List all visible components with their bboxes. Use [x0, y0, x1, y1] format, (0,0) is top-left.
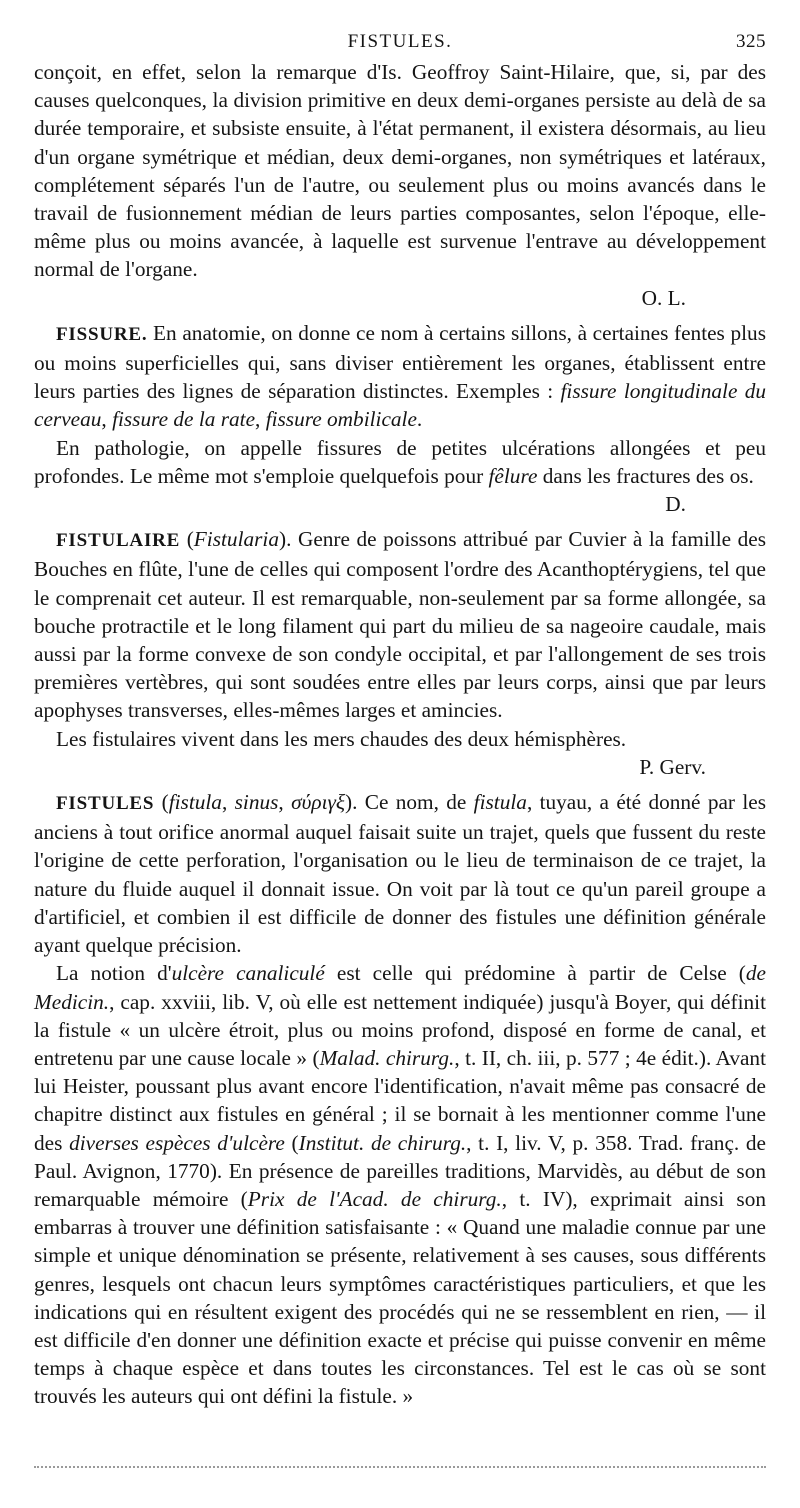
fissure-paragraph-2 — [34, 434, 766, 490]
fistules-paren-close: ). — [345, 790, 358, 815]
fissure-sep-1: , — [101, 407, 113, 432]
page-number: 325 — [736, 31, 766, 52]
fissure-text-1: En anatomie, on donne ce nom à certains sillons, à certaines fentes plus ou moins superficielles qui, sans diviser entièrement les organes, établissent entre leurs parties des lignes de séparation distinctes. Exemples : — [34, 320, 766, 404]
signature-ol: O. L. — [641, 285, 686, 310]
fistulaire-latin-name: Fistularia — [193, 527, 279, 552]
fistules-text-2d: , t. II, ch. iii, p. 577 ; 4e édit.). Avant lui Heister, poussant plus avant encore l'identification, n'avait même pas consacré de chapitre distinct aux fistules en général ; il se bornait à les mentionner comme l'une des — [34, 1045, 766, 1155]
continuation-paragraph — [34, 58, 766, 284]
fissure-sep-2: , — [255, 407, 266, 432]
entry-fissure — [34, 319, 766, 518]
fistulaire-paren-close: ). — [279, 527, 292, 552]
fistules-term-greek: σύριγξ — [291, 790, 346, 815]
fistules-term-fistula-2: fistula — [473, 790, 527, 815]
fissure-term-felure: fêlure — [488, 463, 538, 488]
fistules-text-2c: , cap. xxviii, lib. V, où elle est nettement indiquée) jusqu'à Boyer, qui définit la fistule « un ulcère étroit, plus ou moins profond, disposé en forme de canal, et entretenu par une cause locale » ( — [34, 989, 766, 1070]
entry-fistulaire — [34, 525, 766, 781]
fistules-text-2a: La notion d' — [56, 961, 172, 986]
fistules-sep-2: , — [278, 790, 292, 815]
fissure-example-3: fissure ombilicale — [265, 407, 417, 432]
fistules-term-especes: diverses espèces d'ulcère — [69, 1130, 285, 1155]
fistules-text-2b: est celle qui prédomine à partir de Celse ( — [324, 961, 746, 986]
fistules-sep-1: , — [221, 790, 235, 815]
fistules-text-2e: ( — [284, 1130, 299, 1155]
fistules-text-2f: , t. I, liv. V, p. 358. Trad. franç. de Paul. Avignon, 1770). En présence de pareilles traditions, Marvidès, au début de son remarquable mémoire ( — [34, 1130, 766, 1211]
fistules-ref-boyer: Malad. chirurg. — [319, 1045, 455, 1070]
fistules-paragraph-2 — [34, 959, 766, 1410]
signature-pgerv: P. Gerv. — [639, 754, 706, 779]
fistulaire-paragraph-2: Les fistulaires vivent dans les mers chaudes des deux hémisphères. — [56, 726, 627, 751]
fistulaire-text-1: Genre de poissons attribué par Cuvier à la famille des Bouches en flûte, l'une de celles qui composent l'ordre des Acanthoptérygiens, tel que le comprenait cet auteur. Il est remarquable, non-seulement par sa forme allongée, sa bouche protractile et le long filament qui part du milieu de sa nageoire caudale, mais aussi par la forme convexe de son condyle occipital, et par l'allongement de ses trois premières vertèbres, qui sont soudées entre elles par leurs corps, ainsi que par leurs apophyses transverses, elles-mêmes larges et amincies. — [34, 527, 766, 723]
fissure-example-2: fissure de la rate — [112, 407, 256, 432]
signature-d: D. — [665, 492, 686, 517]
footer-rule — [34, 1466, 766, 1468]
fissure-paragraph-1 — [34, 319, 766, 434]
running-title: FISTULES. — [347, 31, 453, 52]
fistules-term-fistula: fistula — [168, 790, 222, 815]
fissure-text-2a: En pathologie, on appelle fissures de petites ulcérations allongées et peu profondes. Le même mot s'emploie quelquefois pour — [34, 435, 766, 488]
fistules-ref-celse: de Medicin. — [34, 961, 767, 1014]
headword-fistules: FISTULES — [56, 793, 155, 815]
fistules-term-ulcere: ulcère canaliculé — [171, 961, 325, 986]
headword-fistulaire: FISTULAIRE — [56, 530, 181, 552]
fissure-text-2b: dans les fractures des os. — [537, 463, 754, 488]
fistules-text-1b: , tuyau, a été donné par les anciens à tout orifice anormal auquel faisait suite un trajet, quels que fussent du reste l'origine de cette perforation, l'organisation ou le lieu de terminaison de ce trajet, la nature du fluide auquel il donnait issue. On voit par là tout ce qu'un pareil groupe a d'artificiel, et combien il est difficile de donner des fistules une définition générale ayant quelque précision. — [34, 790, 766, 958]
fistules-ref-heister: Institut. de chirurg. — [298, 1130, 467, 1155]
fistules-ref-marvides: Prix de l'Acad. de chirurg. — [247, 1186, 502, 1211]
continuation-text: conçoit, en effet, selon la remarque d'Is. Geoffroy Saint-Hilaire, que, si, par des causes quelconques, la division primitive en deux demi-organes persiste au delà de sa durée temporaire, et subsiste ensuite, à l'état permanent, il existera désormais, au lieu d'un organe symétrique et médian, deux demi-organes, non symétriques et latéraux, complétement séparés l'un de l'autre, ou seulement plus ou moins avancés dans le travail de fusionnement médian de leurs parties composantes, selon l'époque, elle-même plus ou moins avancée, à laquelle est survenue l'entrave au développement normal de l'organe. — [34, 60, 766, 282]
fissure-end-1: . — [416, 407, 423, 432]
fistulaire-paragraph-1 — [34, 525, 766, 724]
fistules-paren-open: ( — [154, 790, 169, 815]
headword-fissure: FISSURE. — [56, 323, 148, 345]
fistules-term-sinus: sinus — [234, 790, 279, 815]
running-head — [34, 28, 766, 58]
fistules-paragraph-1 — [34, 788, 766, 959]
entry-fistules — [34, 788, 766, 1410]
fistules-text-2g: , t. IV), exprimait ainsi son embarras à trouver une définition satisfaisante : « Quand une maladie connue par une simple et unique dénomination se présente, relativement à ses causes, sous différents genres, lesquels ont chacun leurs symptômes caractéristiques particuliers, et que les indications qui en résultent exigent des procédés qui ne se ressemblent en rien, — il est difficile d'en donner une définition exacte et précise qui puisse convenir en même temps à chaque espèce et dans toutes les circonstances. Tel est le cas où se sont trouvés les auteurs qui ont défini la fistule. » — [34, 1186, 766, 1409]
fistules-text-1a: Ce nom, de — [357, 790, 474, 815]
fistulaire-paren-open: ( — [180, 527, 194, 552]
fissure-example-1: fissure longitudinale du cerveau — [34, 379, 766, 432]
